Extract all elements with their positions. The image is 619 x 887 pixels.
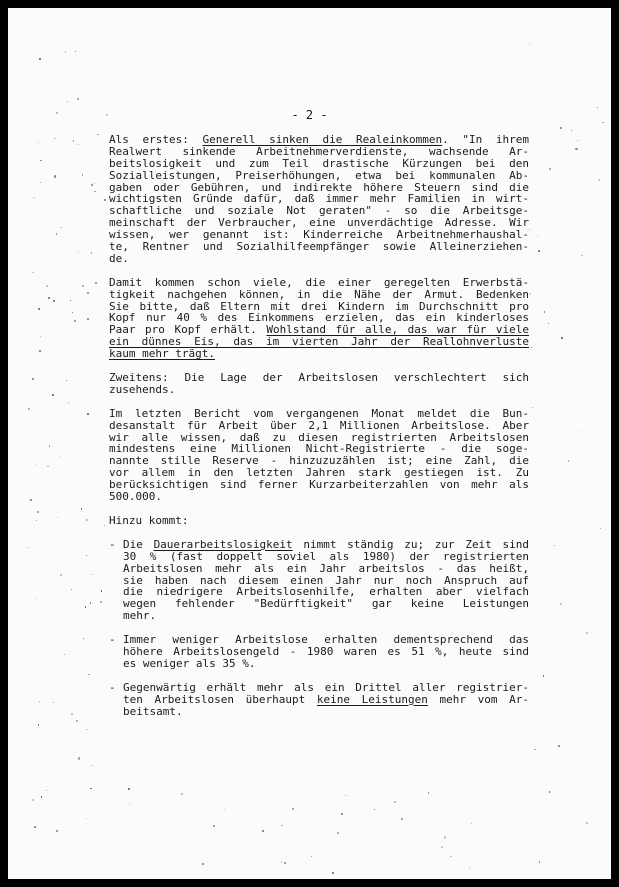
paragraph: [109, 408, 529, 503]
scan-speck: [101, 590, 102, 591]
scan-speck: [32, 378, 34, 380]
text-line: [109, 706, 529, 718]
scan-speck: [64, 654, 65, 655]
text-segment: te, Rentner und Sozialhilfeempfänger sowie Alleinerziehen-: [109, 240, 529, 254]
text-segment: 500.000.: [109, 490, 162, 504]
scan-speck: [86, 555, 87, 556]
scan-speck: [85, 606, 87, 608]
text-line: [109, 491, 529, 503]
text-segment: gaben oder Gebühren, und indirekte höhere Steuern sind die: [109, 180, 529, 194]
scan-speck: [46, 790, 47, 791]
text-segment: mehr vom Ar-: [427, 692, 530, 706]
scan-speck: [94, 183, 95, 184]
scan-speck: [202, 863, 204, 865]
scan-speck: [32, 799, 34, 801]
scan-speck: [82, 285, 84, 287]
text-line: [109, 658, 529, 670]
scan-speck: [47, 466, 49, 468]
scan-speck: [104, 199, 105, 200]
scan-speck: [60, 574, 62, 576]
scan-speck: [532, 407, 533, 408]
scan-speck: [38, 142, 39, 143]
scan-speck: [534, 749, 536, 751]
scan-speck: [70, 300, 71, 301]
text-segment: beitsamt.: [123, 704, 183, 718]
text-segment: 30 % (fast doppelt soviel als 1980) der registrierten: [123, 549, 529, 563]
scan-speck: [86, 729, 87, 730]
bullet-item: [109, 634, 529, 670]
scan-speck: [52, 394, 54, 396]
scan-speck: [87, 413, 89, 415]
scan-speck: [469, 867, 470, 868]
scan-speck: [30, 499, 32, 501]
scan-speck: [32, 272, 33, 273]
text-segment: wissen, wer genannt ist: Kinderreiche Arbeitnehmerhaushal-: [109, 228, 529, 242]
scan-speck: [37, 511, 39, 513]
scan-speck: [40, 336, 41, 337]
scan-speck: [401, 818, 403, 820]
text-segment: die niedrigere Arbeitslosenhilfe, erhalten aber vielfach: [123, 585, 529, 599]
text-segment: wir alle wissen, daß zu diesen registrierten Arbeitslosen: [109, 430, 529, 444]
scan-speck: [87, 292, 89, 294]
text-segment: de.: [109, 251, 129, 265]
scan-speck: [53, 300, 55, 302]
scan-speck: [337, 832, 339, 834]
scan-speck: [539, 861, 541, 863]
scan-speck: [95, 282, 97, 284]
text-segment: es weniger als 35 %.: [123, 656, 256, 670]
scan-speck: [128, 788, 130, 790]
scan-speck: [38, 724, 40, 726]
scan-speck: [549, 168, 551, 170]
text-line: [109, 384, 529, 396]
scan-speck: [81, 508, 83, 510]
scan-speck: [66, 380, 67, 381]
scan-speck: [568, 460, 570, 462]
scan-speck: [560, 127, 562, 129]
text-segment: Sie bitte, daß Eltern mit drei Kindern im Durchschnitt pro: [109, 299, 529, 313]
text-segment: sie haben nach diesem einen Jahr nur noch Anspruch auf: [123, 573, 529, 587]
text-line: [109, 598, 529, 610]
underlined-text: Dauerarbeitslosigkeit: [153, 537, 293, 551]
scan-speck: [571, 130, 572, 131]
scan-speck: [90, 788, 91, 789]
scan-speck: [74, 320, 76, 322]
text-segment: vor allem in den letzten Jahren stark gestiegen ist. Zu: [109, 466, 529, 480]
scan-speck: [543, 675, 545, 677]
scan-speck: [40, 160, 41, 161]
scan-speck: [48, 297, 50, 299]
text-segment: schaftliche und soziale Not geraten" - so die Arbeitsge-: [109, 204, 529, 218]
scan-speck: [181, 793, 183, 795]
text-segment: mehr.: [123, 609, 157, 623]
scan-speck: [91, 252, 93, 254]
scan-speck: [39, 58, 41, 60]
text-segment: höhere Arbeitslosengeld - 1980 waren es 51 %, heute sind: [123, 644, 529, 658]
scan-speck: [530, 293, 531, 294]
paragraph: [109, 372, 529, 396]
scan-speck: [341, 813, 343, 815]
scan-speck: [71, 589, 72, 590]
scan-speck: [129, 804, 131, 806]
scan-speck: [578, 431, 579, 432]
scan-speck: [41, 796, 43, 798]
scan-speck: [78, 252, 79, 253]
scan-speck: [450, 856, 452, 858]
scan-speck: [560, 603, 562, 605]
scan-speck: [586, 632, 588, 634]
text-segment: Zweitens: Die Lage der Arbeitslosen verschlechtert sich: [109, 371, 529, 385]
scan-speck: [56, 233, 58, 235]
text-segment: . "In ihrem: [442, 133, 529, 146]
bullet-dash: -: [109, 537, 116, 551]
scan-speck: [332, 872, 334, 874]
text-line: [109, 479, 529, 491]
scan-speck: [554, 545, 555, 546]
scan-speck: [345, 795, 346, 796]
text-line: [109, 610, 529, 622]
scan-speck: [586, 822, 588, 824]
scan-speck: [38, 308, 40, 310]
paragraph: [109, 277, 529, 360]
scan-speck: [428, 792, 429, 793]
scan-speck: [82, 174, 84, 176]
scan-speck: [91, 574, 92, 575]
text-line: [109, 253, 529, 265]
scan-speck: [78, 144, 79, 145]
scan-speck: [34, 826, 36, 828]
scan-speck: [46, 285, 48, 287]
text-segment: wegen fehlender "Bedürftigkeit" gar keine Leistungen: [123, 597, 529, 611]
scan-speck: [281, 861, 282, 862]
scan-speck: [471, 823, 472, 824]
scan-speck: [53, 702, 54, 703]
scan-speck: [549, 791, 551, 793]
text-segment: desanstalt für Arbeit über 2,1 Millionen Arbeitslose. Aber: [109, 418, 529, 432]
text-segment: beitslosigkeit und zum Teil drastische Kürzungen bei den: [109, 156, 529, 170]
text-line: [109, 348, 529, 360]
scan-speck: [100, 601, 102, 603]
scan-speck: [71, 713, 73, 715]
scan-speck: [60, 227, 61, 228]
underlined-text: ein dünnes Eis, das im vierten Jahr der Reallohnverluste: [109, 335, 529, 349]
text-segment: meinschaft der Verbraucher, eine unverdächtige Adresse. Wir: [109, 216, 529, 230]
text-segment: nannte stille Reserve - hinzuzuzählen ist; eine Zahl, die: [109, 454, 529, 468]
paragraph: [109, 134, 529, 265]
page-number: - 2 -: [291, 108, 328, 122]
scan-speck: [40, 182, 41, 183]
scan-speck: [65, 51, 67, 53]
scan-speck: [67, 101, 68, 102]
scan-speck: [39, 350, 41, 352]
scan-speck: [33, 197, 34, 198]
scan-speck: [262, 830, 264, 832]
paragraph: [109, 515, 529, 527]
text-segment: Sozialleistungen, Preiserhöhungen, etwa bei kommunalen Ab-: [109, 168, 529, 182]
text-segment: mindestens eine Millionen Nicht-Registrierte - die soge-: [109, 442, 529, 456]
scan-speck: [72, 312, 73, 313]
scan-speck: [537, 236, 538, 237]
scan-speck: [86, 818, 87, 819]
scan-speck: [90, 602, 91, 603]
scan-speck: [97, 134, 98, 135]
scan-speck: [94, 191, 95, 192]
text-segment: Hinzu kommt:: [109, 513, 189, 527]
scan-speck: [75, 51, 76, 52]
text-segment: Paar pro Kopf erhält.: [109, 323, 267, 337]
scan-speck: [531, 347, 532, 348]
scan-speck: [56, 830, 58, 832]
scan-speck: [284, 862, 286, 864]
text-segment: Kopf nur 40 % des Einkommens erzielen, das ein kinderloses: [109, 311, 529, 325]
scan-speck: [60, 456, 61, 457]
underlined-text: keine Leistungen: [316, 692, 428, 706]
scan-speck: [54, 138, 55, 139]
text-line: [109, 515, 529, 527]
scan-speck: [544, 311, 546, 313]
underlined-text: kaum mehr trägt.: [109, 347, 215, 361]
underlined-text: Generell sinken die Realeinkommen: [202, 133, 443, 146]
scan-speck: [83, 638, 84, 639]
text-segment: Arbeitslosen mehr als ein Jahr arbeitslos - das heißt,: [123, 561, 529, 575]
scan-speck: [548, 323, 549, 324]
scan-speck: [28, 547, 29, 548]
scan-speck: [78, 757, 80, 759]
scan-speck: [577, 140, 578, 141]
scan-speck: [91, 184, 93, 186]
document-page: [8, 8, 611, 879]
scan-speck: [76, 720, 78, 722]
scan-speck: [374, 809, 375, 810]
scan-speck: [598, 179, 600, 181]
scan-speck: [224, 809, 225, 810]
underlined-text: Wohlstand für alle, das war für viele: [266, 323, 529, 337]
scan-speck: [213, 825, 214, 826]
scan-speck: [104, 525, 105, 526]
scan-speck: [36, 598, 37, 599]
text-segment: berücksichtigen sind ferner Kurzarbeiterzahlen von mehr als: [109, 478, 529, 492]
bullet-item: [109, 539, 529, 622]
scan-speck: [86, 519, 88, 521]
text-segment: wichtigsten Gründe dafür, daß immer mehr Familien in wirt-: [109, 192, 529, 206]
text-segment: Im letzten Bericht vom vergangenen Monat meldet die Bun-: [109, 406, 529, 420]
text-segment: Als erstes:: [109, 133, 203, 146]
scan-speck: [292, 808, 294, 810]
scan-speck: [73, 140, 74, 141]
scan-speck: [558, 745, 560, 747]
body-text: [109, 134, 529, 729]
bullet-item: [109, 682, 529, 718]
text-line: [109, 241, 529, 253]
scan-speck: [444, 836, 446, 838]
text-segment: Gegenwärtig erhält mehr als ein Drittel aller registrier-: [123, 680, 529, 694]
bullet-dash: -: [109, 680, 116, 694]
scan-speck: [28, 408, 30, 410]
scan-speck: [575, 148, 577, 150]
scan-speck: [77, 98, 79, 100]
scan-speck: [602, 122, 603, 123]
text-segment: ten Arbeitslosen überhaupt: [123, 692, 317, 706]
scan-speck: [49, 445, 51, 447]
scan-speck: [394, 801, 396, 803]
scan-speck: [87, 318, 89, 320]
text-segment: Damit kommen schon viele, die einer geregelten Erwerbstä-: [109, 275, 529, 289]
text-segment: Die: [123, 537, 154, 551]
text-segment: Immer weniger Arbeitslose erhalten dementsprechend das: [123, 633, 529, 647]
scan-speck: [311, 856, 312, 857]
scan-speck: [57, 517, 58, 518]
text-segment: tigkeit nachgehen können, in die Nähe der Armut. Bedenken: [109, 287, 529, 301]
scan-speck: [529, 229, 530, 230]
scan-speck: [561, 337, 563, 339]
scan-speck: [538, 250, 540, 252]
scan-speck: [91, 765, 92, 766]
text-segment: Realwert sinkende Arbeitnehmerverdienste, wachsende Ar-: [109, 144, 529, 158]
scan-speck: [88, 674, 90, 676]
scan-speck: [68, 402, 70, 404]
scan-speck: [600, 528, 601, 529]
scan-speck: [581, 255, 583, 257]
scan-speck: [39, 701, 41, 703]
scan-speck: [36, 520, 37, 521]
bullet-dash: -: [109, 633, 116, 647]
text-segment: zusehends.: [109, 382, 176, 396]
scan-speck: [529, 43, 530, 44]
scan-speck: [281, 825, 282, 826]
scan-speck: [441, 846, 443, 848]
scan-speck: [54, 175, 56, 177]
scan-speck: [35, 464, 36, 465]
text-segment: nimmt ständig zu; zur Zeit sind: [292, 537, 529, 551]
